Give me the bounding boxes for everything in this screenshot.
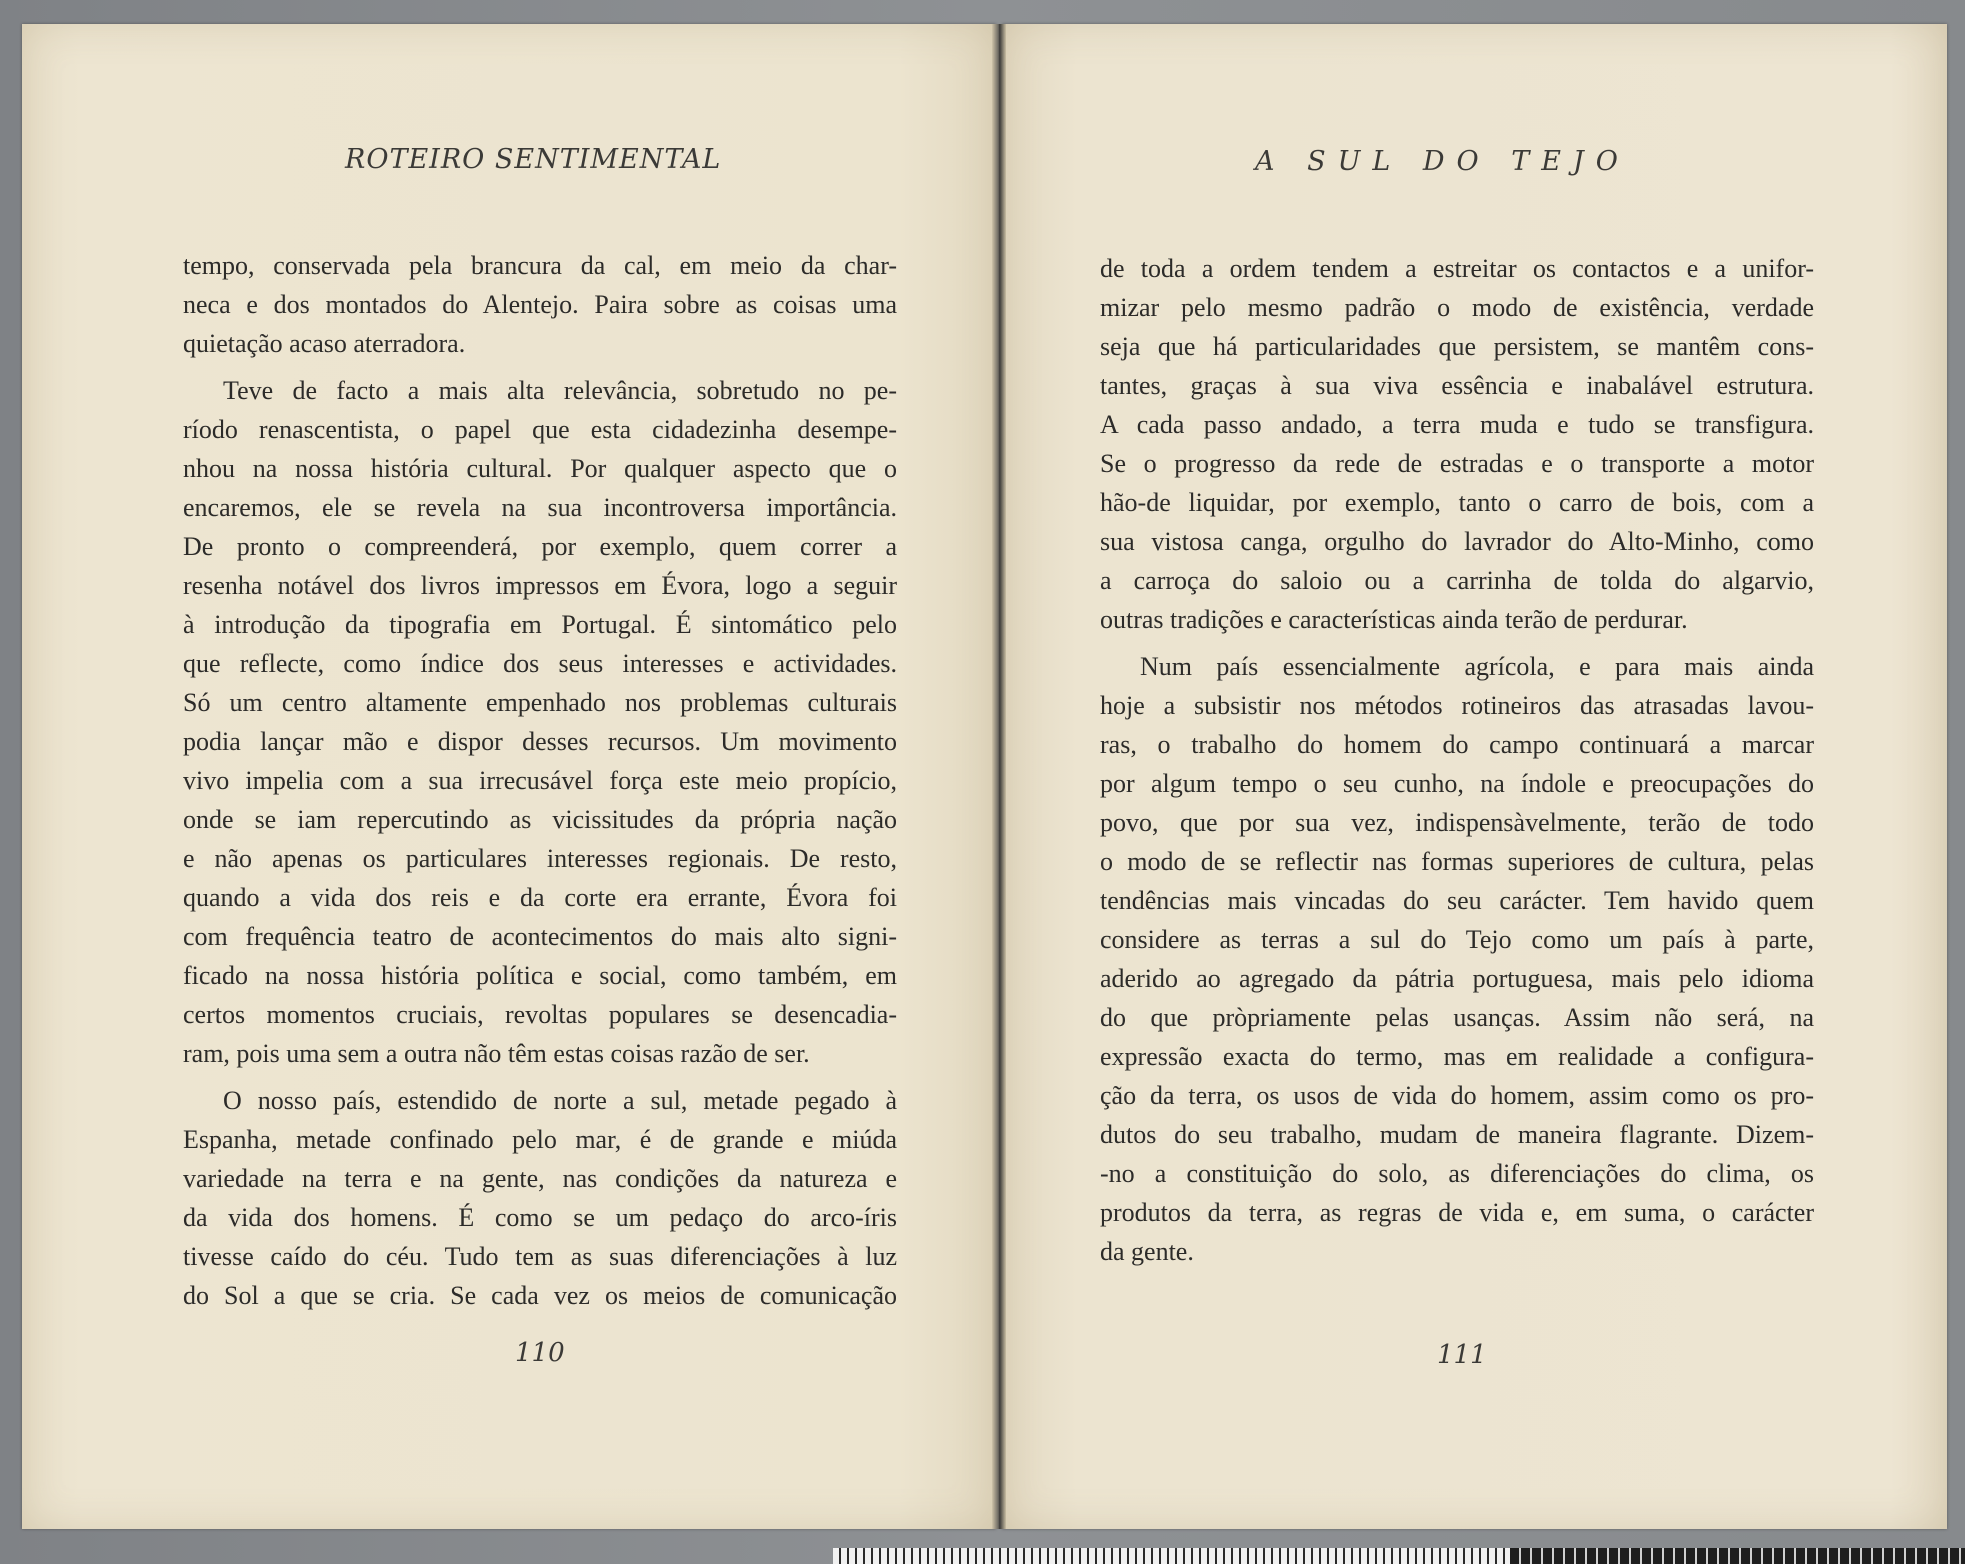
text-line: ríodo renascentista, o papel que esta cidadezinha desempe- [183, 415, 897, 444]
text-line: ram, pois uma sem a outra não têm estas coisas razão de ser. [183, 1039, 810, 1068]
right-page-number: 111 [1437, 1340, 1487, 1370]
paragraph-gap [183, 363, 897, 371]
book-gutter [992, 24, 1006, 1529]
text-line: tivesse caído do céu. Tudo tem as suas diferenciações à luz [183, 1242, 897, 1271]
text-line: podia lançar mão e dispor desses recursos. Um movimento [183, 727, 897, 756]
text-line: considere as terras a sul do Tejo como um país à parte, [1100, 925, 1814, 954]
text-line: do que pròpriamente pelas usanças. Assim não será, na [1100, 1003, 1814, 1032]
text-line: ras, o trabalho do homem do campo continuará a marcar [1100, 730, 1814, 759]
text-line: com frequência teatro de acontecimentos do mais alto signi- [183, 922, 897, 951]
paragraph-gap [183, 1073, 897, 1081]
text-line: do Sol a que se cria. Se cada vez os meios de comunicação [183, 1281, 897, 1310]
left-running-head: ROTEIRO SENTIMENTAL [345, 144, 722, 175]
text-line: quietação acaso aterradora. [183, 329, 466, 358]
text-line: Num país essencialmente agrícola, e para mais ainda [1140, 652, 1814, 681]
text-line: Teve de facto a mais alta relevância, sobretudo no pe- [223, 376, 897, 405]
text-line: tantes, graças à sua viva essência e inabalável estrutura. [1100, 371, 1814, 400]
text-line: o modo de se reflectir nas formas superiores de cultura, pelas [1100, 847, 1814, 876]
text-line: da vida dos homens. É como se um pedaço do arco-íris [183, 1203, 897, 1232]
text-line: por algum tempo o seu cunho, na índole e preocupações do [1100, 769, 1814, 798]
text-line: De pronto o compreenderá, por exemplo, quem correr a [183, 532, 897, 561]
text-line: da gente. [1100, 1237, 1194, 1266]
text-line: hoje a subsistir nos métodos rotineiros das atrasadas lavou- [1100, 691, 1814, 720]
scale-ruler-dark-segment [1510, 1548, 1965, 1564]
text-line: Espanha, metade confinado pelo mar, é de grande e miúda [183, 1125, 897, 1154]
text-line: variedade na terra e na gente, nas condições da natureza e [183, 1164, 897, 1193]
text-line: povo, que por sua vez, indispensàvelmente, terão de todo [1100, 808, 1814, 837]
text-line: mizar pelo mesmo padrão o modo de existência, verdade [1100, 293, 1814, 322]
text-line: certos momentos cruciais, revoltas populares se desencadia- [183, 1000, 897, 1029]
text-line: quando a vida dos reis e da corte era errante, Évora foi [183, 883, 897, 912]
text-line: vivo impelia com a sua irrecusável força este meio propício, [183, 766, 897, 795]
right-running-head: A SUL DO TEJO [1255, 146, 1630, 177]
text-line: a carroça do saloio ou a carrinha de tolda do algarvio, [1100, 566, 1814, 595]
right-body-text [1100, 249, 1814, 1271]
text-line: tendências mais vincadas do seu carácter. Tem havido quem [1100, 886, 1814, 915]
left-page-number: 110 [515, 1338, 565, 1368]
paragraph-gap [1100, 639, 1814, 647]
text-line: A cada passo andado, a terra muda e tudo se transfigura. [1100, 410, 1814, 439]
text-line: sua vistosa canga, orgulho do lavrador do Alto-Minho, como [1100, 527, 1814, 556]
text-line: aderido ao agregado da pátria portuguesa, mais pelo idioma [1100, 964, 1814, 993]
text-line: resenha notável dos livros impressos em Évora, logo a seguir [183, 571, 897, 600]
text-line: à introdução da tipografia em Portugal. É sintomático pelo [183, 610, 897, 639]
text-line: nhou na nossa história cultural. Por qualquer aspecto que o [183, 454, 897, 483]
text-line: hão-de liquidar, por exemplo, tanto o carro de bois, com a [1100, 488, 1814, 517]
text-line: de toda a ordem tendem a estreitar os contactos e a unifor- [1100, 254, 1814, 283]
text-line: -no a constituição do solo, as diferenciações do clima, os [1100, 1159, 1814, 1188]
text-line: produtos da terra, as regras de vida e, em suma, o carácter [1100, 1198, 1814, 1227]
text-line: onde se iam repercutindo as vicissitudes da própria nação [183, 805, 897, 834]
text-line: expressão exacta do termo, mas em realidade a configura- [1100, 1042, 1814, 1071]
text-line: e não apenas os particulares interesses regionais. De resto, [183, 844, 897, 873]
text-line: Só um centro altamente empenhado nos problemas culturais [183, 688, 897, 717]
text-line: tempo, conservada pela brancura da cal, em meio da char- [183, 251, 897, 280]
left-body-text [183, 246, 897, 1315]
text-line: ficado na nossa história política e social, como também, em [183, 961, 897, 990]
text-line: O nosso país, estendido de norte a sul, metade pegado à [223, 1086, 897, 1115]
text-line: ção da terra, os usos de vida do homem, assim como os pro- [1100, 1081, 1814, 1110]
text-line: seja que há particularidades que persistem, se mantêm cons- [1100, 332, 1814, 361]
text-line: outras tradições e características ainda terão de perdurar. [1100, 605, 1688, 634]
text-line: Se o progresso da rede de estradas e o transporte a motor [1100, 449, 1814, 478]
text-line: neca e dos montados do Alentejo. Paira sobre as coisas uma [183, 290, 897, 319]
text-line: que reflecte, como índice dos seus interesses e actividades. [183, 649, 897, 678]
text-line: encaremos, ele se revela na sua incontroversa importância. [183, 493, 897, 522]
text-line: dutos do seu trabalho, mudam de maneira flagrante. Dizem- [1100, 1120, 1814, 1149]
